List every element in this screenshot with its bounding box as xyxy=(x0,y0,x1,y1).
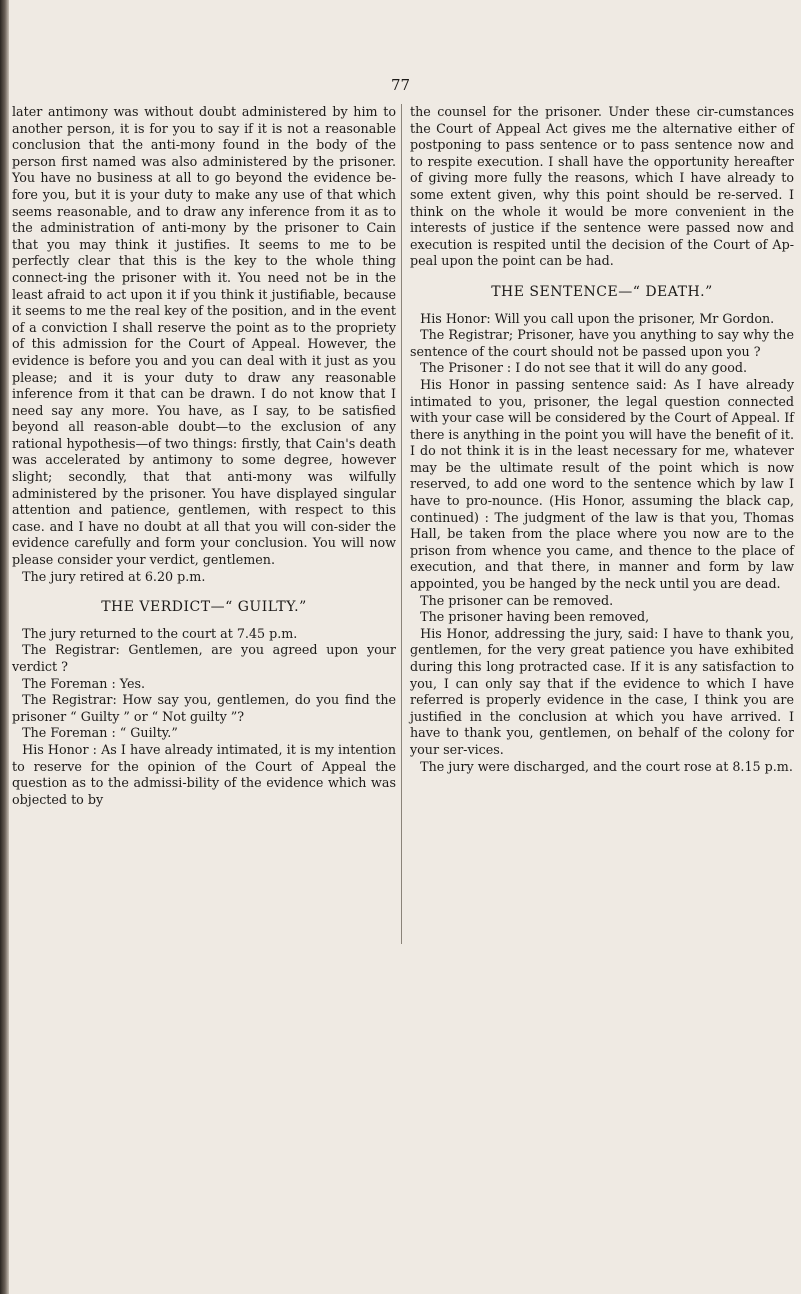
left-paragraph: The jury retired at 6.20 p.m. xyxy=(22,568,206,584)
sentence-heading: THE SENTENCE—“ DEATH.” xyxy=(491,283,713,300)
left-paragraph: The jury returned to the court at 7.45 p.m. xyxy=(22,625,298,641)
right-paragraph: The jury were discharged, and the court rose at 8.15 p.m. xyxy=(420,758,793,774)
left-paragraph: His Honor : As I have already intimated, it is my intention to reserve for the opinion of the Court of Appeal the question as to the admissi-bility of the evidence which was objected to by xyxy=(12,741,396,807)
right-paragraph: The Prisoner : I do not see that it will do any good. xyxy=(420,360,748,376)
right-paragraph: The prisoner can be removed. xyxy=(420,592,614,608)
verdict-heading: THE VERDICT—“ GUILTY.” xyxy=(101,599,307,616)
left-paragraph: The Foreman : “ Guilty.” xyxy=(22,725,178,741)
column-divider xyxy=(401,104,402,944)
right-paragraph: His Honor, addressing the jury, said: I have to thank you, gentlemen, for the very great patience you have exhibited during this long protracted case. If it is any satisfaction to you, I can only say that if the evidence to which I have referred is properly evidence in the case, I think you are justified in the conclusion at which you have arrived. I have to thank you, gentlemen, on behalf of the colony for your ser-vices. xyxy=(410,625,794,757)
right-column xyxy=(410,104,794,775)
right-paragraph: The Registrar; Prisoner, have you anything to say why the sentence of the court should not be passed upon you ? xyxy=(410,327,794,359)
page-number: 77 xyxy=(390,76,411,94)
left-paragraph: The Registrar: Gentlemen, are you agreed upon your verdict ? xyxy=(12,642,396,674)
right-paragraph: the counsel for the prisoner. Under these cir-cumstances the Court of Appeal Act gives me the alternative either of postponing to pass sentence or to pass sentence now and to respite execution. I shall have the opportunity hereafter of giving more fully the reasons, which I have already to some extent given, why this point should be re-served. I think on the whole it would be more convenient in the interests of justice if the sentence were passed now and execution is respited until the decision of the Court of Ap-peal upon the point can be had. xyxy=(410,104,794,269)
right-paragraph: His Honor: Will you call upon the prisoner, Mr Gordon. xyxy=(420,310,775,326)
left-column xyxy=(12,104,396,808)
page-binding-edge xyxy=(0,0,9,1294)
left-paragraph: The Foreman : Yes. xyxy=(22,675,146,691)
right-paragraph: His Honor in passing sentence said: As I have already intimated to you, prisoner, the legal question connected with your case will be considered by the Court of Appeal. If there is anything in the point you will have the benefit of it. I do not think it is in the least necessary for me, whatever may be the ultimate result of the point which is now reserved, to add one word to the sentence which by law I have to pro-nounce. (His Honor, assuming the black cap, continued) : The judgment of the law is that you, Thomas Hall, be taken from the place where you now are to the prison from whence you came, and thence to the place of execution, and that there, in manner and form by law appointed, you be hanged by the neck until you are dead. xyxy=(410,376,794,592)
left-paragraph: The Registrar: How say you, gentlemen, do you find the prisoner “ Guilty ” or “ Not guilty ”? xyxy=(12,692,396,724)
left-paragraph: later antimony was without doubt administered by him to another person, it is for you to say if it is not a reasonable conclusion that the anti-mony found in the body of the person first named was also administered by the prisoner. You have no business at all to go beyond the evidence be-fore you, but it is your duty to make any use of that which seems reasonable, and to draw any inference from it as to the administration of anti-mony by the prisoner to Cain that you may think it justifies. It seems to me to be perfectly clear that this is the key to the whole thing connect-ing the prisoner with it. You need not be in the least afraid to act upon it if you think it justifiable, because it seems to me the real key of the position, and in the event of a conviction I shall reserve the point as to the propriety of this admission for the Court of Appeal. However, the evidence is before you and you can deal with it just as you please; and it is your duty to draw any reasonable inference from it that can be drawn. I do not know that I need say any more. You have, as I say, to be satisfied beyond all reason-able doubt—to the exclusion of any rational hypothesis—of two things: firstly, that Cain's death was accelerated by antimony to some degree, however slight; secondly, that that anti-mony was wilfully administered by the prisoner. You have displayed singular attention and patience, gentlemen, with respect to this case. and I have no doubt at all that you will con-sider the evidence carefully and form your conclusion. You will now please consider your verdict, gentlemen. xyxy=(12,104,396,568)
right-paragraph: The prisoner having been removed, xyxy=(420,609,650,625)
